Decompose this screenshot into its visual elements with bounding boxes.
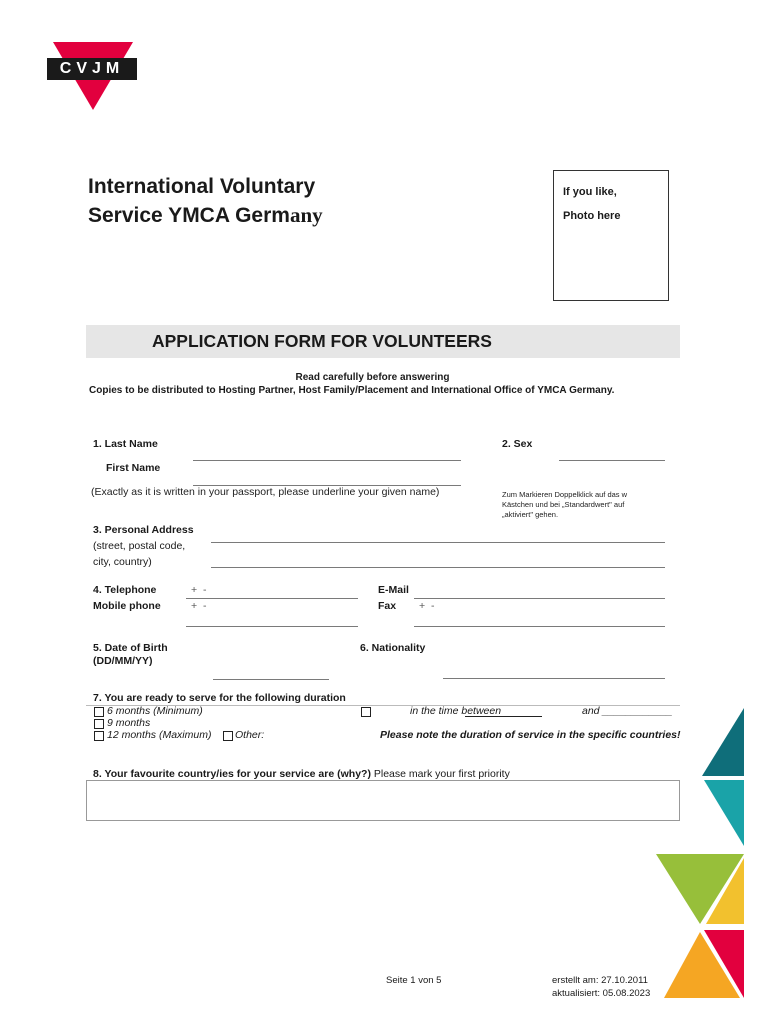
triangle-teal-dark xyxy=(702,708,744,776)
duration-start-input[interactable] xyxy=(465,716,542,717)
fax-label: Fax xyxy=(378,600,397,612)
duration-12-months-checkbox[interactable] xyxy=(94,731,104,741)
fax-input[interactable] xyxy=(414,626,665,627)
updated-date: aktualisiert: 05.08.2023 xyxy=(552,988,651,999)
sex-hint-line-2: Kästchen und bei „Standardwert" auf xyxy=(502,500,625,509)
address-label: 3. Personal Address xyxy=(93,524,194,536)
sex-hint-line-3: „aktiviert" gehen. xyxy=(502,510,559,519)
instructions-line-1: Read carefully before answering xyxy=(295,372,450,383)
mobile-input[interactable] xyxy=(186,626,358,627)
passport-note-text: Exactly as it is written in your passport, please underline your given name) xyxy=(94,486,440,498)
countries-heading xyxy=(93,768,510,780)
nationality-input[interactable] xyxy=(443,678,665,679)
photo-box[interactable] xyxy=(553,170,669,301)
duration-and-label: and ____________ xyxy=(582,705,673,717)
countries-input[interactable] xyxy=(86,780,680,821)
countries-heading-text: 8. Your favourite country/ies for your service are (why?) xyxy=(93,768,371,780)
address-input-line-2[interactable] xyxy=(211,567,665,568)
sex-label: 2. Sex xyxy=(502,438,533,450)
triangle-teal xyxy=(704,780,744,846)
title-line-2 xyxy=(88,201,323,230)
countries-hint: Please mark your first priority xyxy=(373,768,510,780)
dob-label: 5. Date of Birth xyxy=(93,642,168,654)
sex-hint-line-1: Zum Markieren Doppelklick auf das w xyxy=(502,490,628,499)
sex-hint xyxy=(502,490,627,520)
telephone-input[interactable] xyxy=(186,598,358,599)
photo-box-line1: If you like, xyxy=(563,186,617,198)
duration-6-months-checkbox[interactable] xyxy=(94,707,104,717)
duration-note: Please note the duration of service in the specific countries! xyxy=(380,729,681,741)
passport-note xyxy=(91,486,439,498)
form-title: APPLICATION FORM FOR VOLUNTEERS xyxy=(152,331,492,351)
page-number: Seite 1 von 5 xyxy=(386,975,442,986)
passport-note-prefix: ( xyxy=(91,486,95,498)
title-line-2-serif: any xyxy=(289,203,323,227)
instructions-line-2: Copies to be distributed to Hosting Partner, Host Family/Placement and International Office of YMCA Germany. xyxy=(89,385,615,396)
email-label: E-Mail xyxy=(378,584,409,596)
sex-input[interactable] xyxy=(559,460,665,461)
duration-between-checkbox[interactable] xyxy=(361,707,371,717)
address-input-line-1[interactable] xyxy=(211,542,665,543)
duration-heading: 7. You are ready to serve for the following duration xyxy=(93,692,346,704)
dob-format: (DD/MM/YY) xyxy=(93,655,153,667)
first-name-label: First Name xyxy=(106,462,161,474)
page-title xyxy=(88,172,323,230)
nationality-label: 6. Nationality xyxy=(360,642,426,654)
duration-9-months-checkbox[interactable] xyxy=(94,719,104,729)
dob-input[interactable] xyxy=(213,679,329,680)
decorative-triangles xyxy=(640,700,770,1024)
form-title-bar xyxy=(86,325,680,358)
mobile-prefix: + - xyxy=(191,600,207,612)
address-hint-1: (street, postal code, xyxy=(93,540,186,552)
telephone-label: 4. Telephone xyxy=(93,584,157,596)
duration-9-months-label: 9 months xyxy=(107,717,151,729)
last-name-input[interactable] xyxy=(193,460,461,461)
title-line-2-main: Service YMCA Germ xyxy=(88,204,290,227)
telephone-prefix: + - xyxy=(191,584,207,596)
address-hint-2: city, country) xyxy=(93,556,152,568)
duration-between-label: in the time between xyxy=(410,705,502,717)
duration-other-label: Other: xyxy=(235,729,265,741)
duration-other-checkbox[interactable] xyxy=(223,731,233,741)
cvjm-logo-text: CVJM xyxy=(59,60,125,77)
created-date: erstellt am: 27.10.2011 xyxy=(552,975,648,986)
title-line-1: International Voluntary xyxy=(88,175,316,198)
fax-prefix: + - xyxy=(419,600,435,612)
duration-12-months-label: 12 months (Maximum) xyxy=(107,729,212,741)
email-input[interactable] xyxy=(414,598,665,599)
cvjm-logo xyxy=(45,40,140,112)
last-name-label: 1. Last Name xyxy=(93,438,158,450)
mobile-label: Mobile phone xyxy=(93,600,161,612)
duration-6-months-label: 6 months (Minimum) xyxy=(107,705,203,717)
photo-box-line2: Photo here xyxy=(563,210,621,222)
